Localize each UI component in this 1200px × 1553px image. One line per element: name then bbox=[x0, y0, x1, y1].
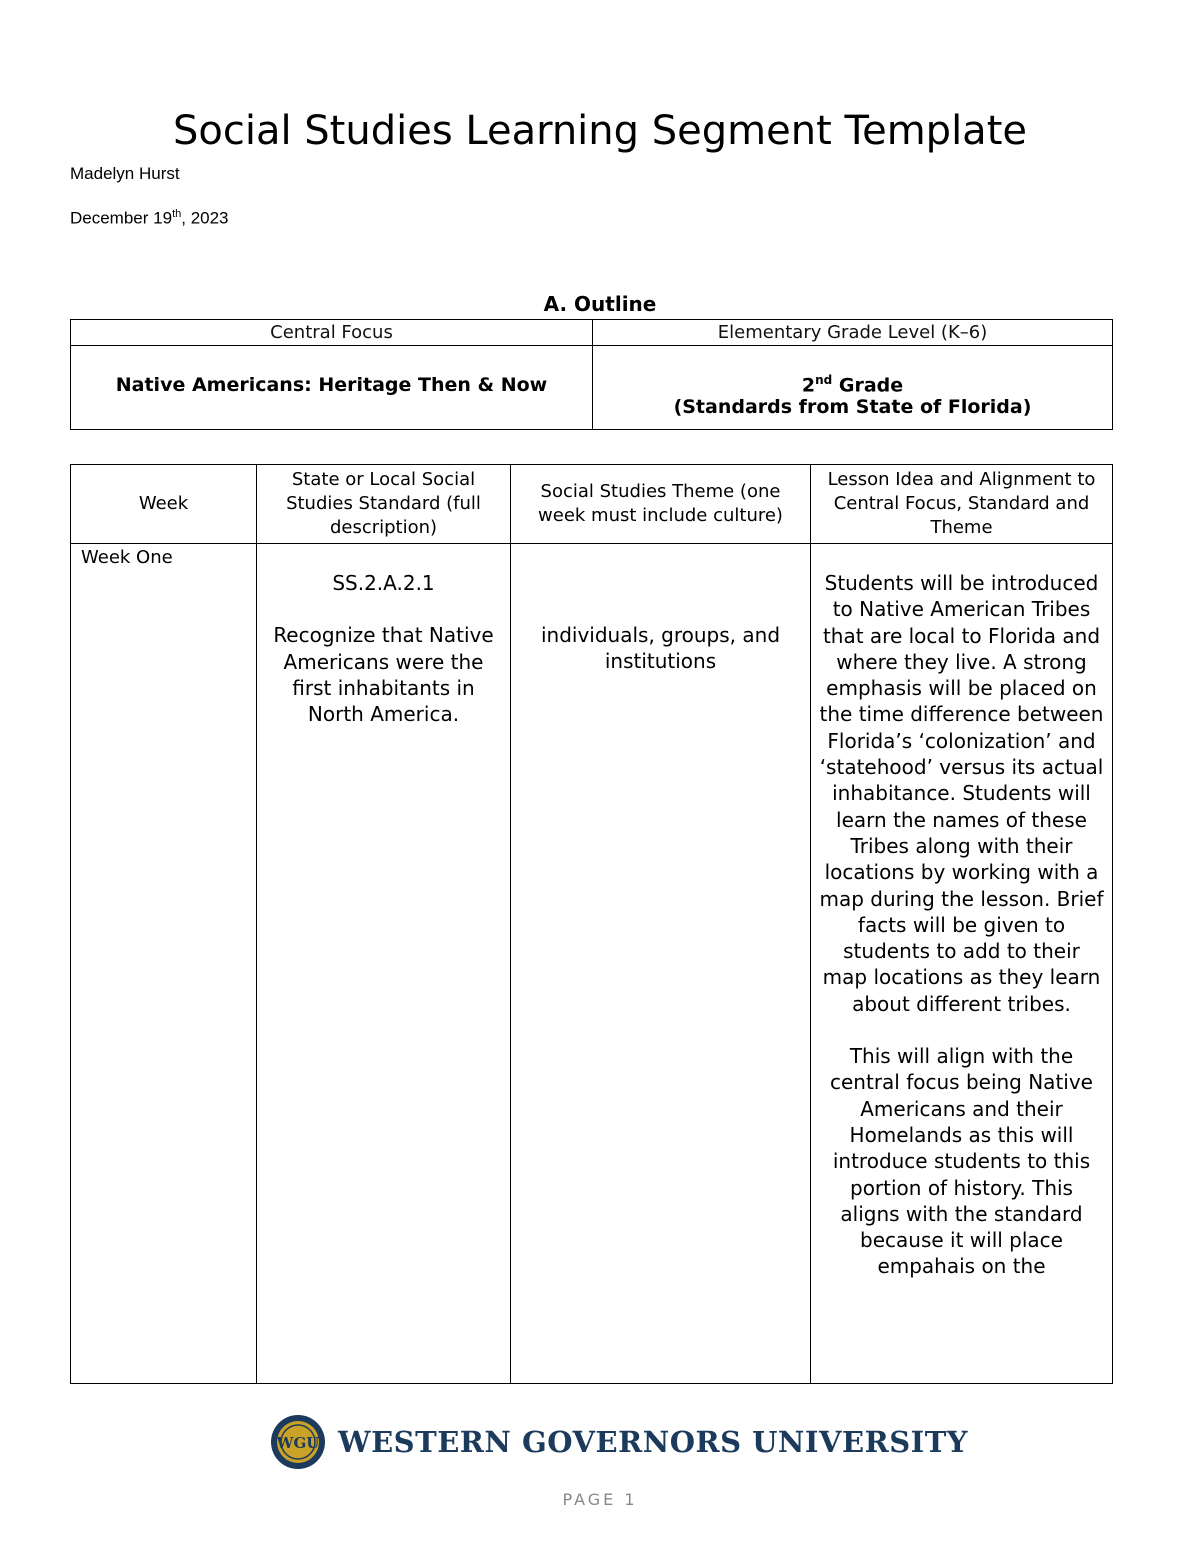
author-name: Madelyn Hurst bbox=[70, 164, 180, 183]
grade-word: Grade bbox=[832, 374, 904, 397]
wgu-logo bbox=[270, 1414, 968, 1470]
theme-text: individuals, groups, and institutions bbox=[540, 623, 781, 674]
page-number: PAGE 1 bbox=[562, 1490, 638, 1509]
header-lesson: Lesson Idea and Alignment to Central Focus, Standard and Theme bbox=[811, 465, 1113, 544]
week-label: Week One bbox=[71, 544, 257, 1384]
seal-text: WGU bbox=[276, 1434, 320, 1452]
standard-description: Recognize that Native Americans were the first inhabitants in North America. bbox=[273, 623, 494, 727]
standard-code: SS.2.A.2.1 bbox=[332, 571, 435, 595]
grade-num: 2 bbox=[801, 374, 816, 397]
lesson-cell bbox=[811, 544, 1113, 1384]
central-focus-header: Central Focus bbox=[71, 320, 593, 346]
lesson-paragraph-1: Students will be introduced to Native American Tribes that are local to Florida and where they live. A strong emphasis will be placed on the time difference between Florida’s ‘colonization’ and ‘statehood’ versus its actual inhabitance. Students will learn the names of these Tribes along with their locations by working with a map during the lesson. Brief facts will be given to students to add to their map locations as they learn about different tribes. bbox=[819, 571, 1104, 1016]
date-suffix: , 2023 bbox=[181, 208, 229, 228]
header-theme: Social Studies Theme (one week must include culture) bbox=[511, 465, 811, 544]
date-sup: th bbox=[172, 208, 182, 220]
grade-note: (Standards from State of Florida) bbox=[673, 396, 1032, 419]
document-title: Social Studies Learning Segment Template bbox=[172, 108, 1027, 154]
table-row bbox=[71, 544, 1113, 1384]
grade-level-header: Elementary Grade Level (K–6) bbox=[593, 320, 1113, 346]
lesson-paragraph-2: This will align with the central focus being Native Americans and their Homelands as this will introduce students to this portion of history. This aligns with the standard because it will place empahais on the bbox=[830, 1044, 1093, 1279]
weeks-table bbox=[70, 464, 1113, 1384]
university-wordmark: WESTERN GOVERNORS UNIVERSITY bbox=[338, 1425, 968, 1459]
date-prefix: December 19 bbox=[70, 208, 173, 228]
header-standard: State or Local Social Studies Standard (full description) bbox=[257, 465, 511, 544]
outline-heading: A. Outline bbox=[543, 292, 657, 316]
university-seal-icon bbox=[270, 1414, 326, 1470]
grade-sup: nd bbox=[815, 372, 833, 387]
outline-table bbox=[70, 319, 1113, 430]
central-focus-value: Native Americans: Heritage Then & Now bbox=[71, 346, 593, 430]
document-date bbox=[70, 208, 229, 229]
header-week: Week bbox=[71, 465, 257, 544]
grade-level-value bbox=[593, 346, 1113, 430]
standard-cell bbox=[257, 544, 511, 1384]
grade-line bbox=[594, 373, 1111, 396]
theme-cell bbox=[511, 544, 811, 1384]
